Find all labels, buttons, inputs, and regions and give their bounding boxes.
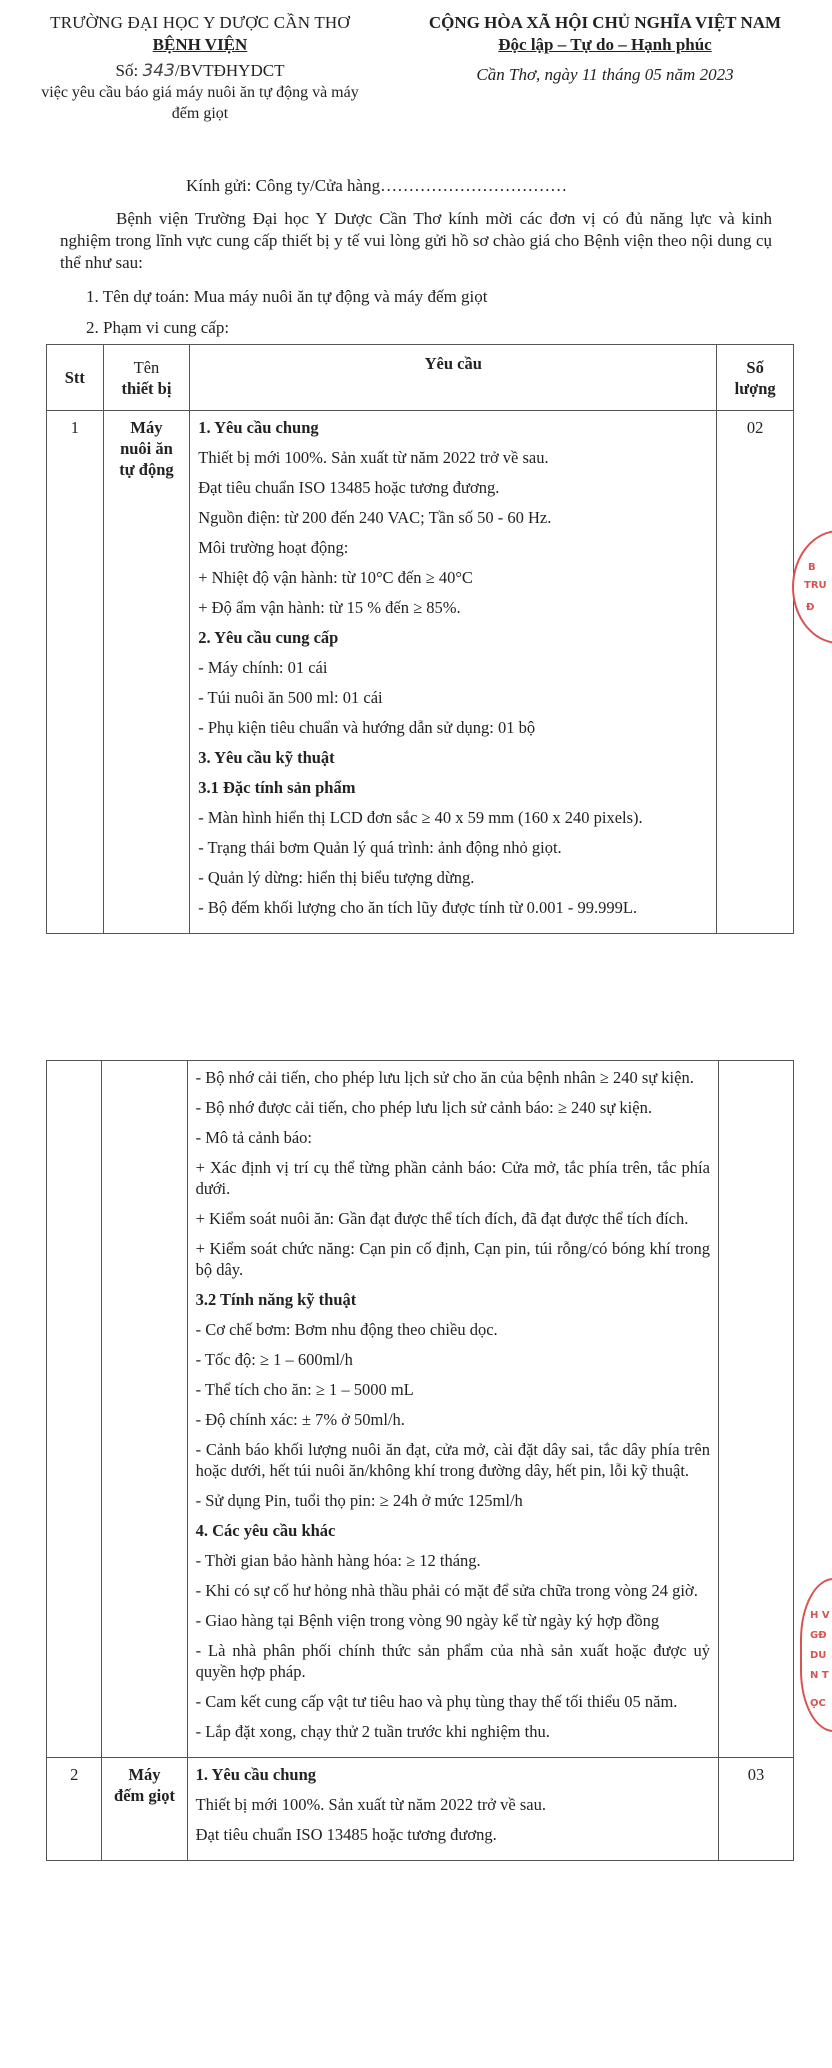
requirement-line: - Quản lý dừng: hiển thị biểu tượng dừng. [198, 868, 475, 887]
row1-name-line-2: nuôi ăn [120, 439, 173, 458]
school-name: TRƯỜNG ĐẠI HỌC Y DƯỢC CẦN THƠ [50, 13, 350, 32]
requirement-line: - Bộ nhớ được cải tiến, cho phép lưu lịch sử cảnh báo: ≥ 240 sự kiện. [195, 1098, 652, 1117]
reference-number [0, 60, 400, 82]
requirement-line: + Kiểm soát chức năng: Cạn pin cố định, Cạn pin, túi rỗng/có bóng khí trong bộ dây. [195, 1239, 710, 1279]
republic-title: CỘNG HÒA XÃ HỘI CHỦ NGHĨA VIỆT NAM [428, 13, 782, 32]
subject-line-1: việc yêu cầu báo giá máy nuôi ăn tự động và máy [41, 84, 359, 101]
list-item-scope: 2. Phạm vi cung cấp: [86, 318, 230, 337]
header-qty-line-2: lượng [734, 378, 776, 398]
document-date: Cần Thơ, ngày 11 tháng 05 năm 2023 [476, 65, 734, 84]
header-device-name [103, 345, 190, 411]
table-row [47, 411, 794, 934]
requirement-line: - Thể tích cho ăn: ≥ 1 – 5000 mL [195, 1380, 414, 1399]
requirement-line: Thiết bị mới 100%. Sản xuất từ năm 2022 trở về sau. [195, 1795, 546, 1814]
hospital-seal-stamp: B TRU Đ [792, 530, 832, 644]
requirement-heading: 4. Các yêu cầu khác [195, 1521, 336, 1540]
row2-name-line-1: Máy [128, 1765, 161, 1784]
requirement-heading: 3.1 Đặc tính sản phẩm [198, 778, 356, 797]
requirement-line: - Giao hàng tại Bệnh viện trong vòng 90 ngày kể từ ngày ký hợp đồng [195, 1611, 660, 1630]
requirement-line: Đạt tiêu chuẩn ISO 13485 hoặc tương đương. [198, 478, 500, 497]
header-left [0, 12, 400, 124]
spec-table-part-1 [46, 344, 794, 934]
requirement-line: - Túi nuôi ăn 500 ml: 01 cái [198, 688, 383, 707]
intro-paragraph: Bệnh viện Trường Đại học Y Dược Cần Thơ kính mời các đơn vị có đủ năng lực và kinh nghiệm trong lĩnh vực cung cấp thiết bị y tế vui lòng gửi hồ sơ chào giá cho Bệnh viện theo nội dung cụ thể như sau: [60, 209, 772, 272]
requirement-line: - Độ chính xác: ± 7% ở 50ml/h. [195, 1410, 405, 1429]
requirement-line: + Kiểm soát nuôi ăn: Gần đạt được thể tích đích, đã đạt được thể tích đích. [195, 1209, 689, 1228]
requirement-line: - Lắp đặt xong, chạy thử 2 tuần trước khi nghiệm thu. [195, 1722, 550, 1741]
requirement-line: Nguồn điện: từ 200 đến 240 VAC; Tần số 50 - 60 Hz. [198, 508, 552, 527]
spec-table-part-2 [46, 1060, 794, 1861]
row1-name-line-3: tự động [119, 460, 174, 479]
page-seal-stamp: H V GĐ DU N T ỌC [800, 1578, 832, 1732]
row2-requirements [187, 1758, 718, 1861]
requirement-line: Thiết bị mới 100%. Sản xuất từ năm 2022 trở về sau. [198, 448, 549, 467]
header-qty-line-1: Số [746, 357, 764, 377]
requirement-line: - Là nhà phân phối chính thức sản phẩm của nhà sản xuất hoặc được uỷ quyền hợp pháp. [195, 1641, 710, 1681]
requirement-line: + Độ ẩm vận hành: từ 15 % đến ≥ 85%. [198, 598, 461, 617]
requirement-line: - Khi có sự cố hư hỏng nhà thầu phải có mặt để sửa chữa trong vòng 24 giờ. [195, 1581, 698, 1600]
requirement-line: - Cảnh báo khối lượng nuôi ăn đạt, cửa mở, cài đặt dây sai, tắc dây phía trên hoặc dưới, hết túi nuôi ăn/không khí trong đường dây, hết pin, lỗi kỹ thuật. [195, 1440, 710, 1480]
row2-device-name [102, 1758, 187, 1861]
national-motto: Độc lập – Tự do – Hạnh phúc [498, 35, 712, 54]
requirement-heading: 3.2 Tính năng kỹ thuật [195, 1290, 357, 1309]
row1-stt-continued [47, 1061, 102, 1758]
ref-prefix: Số: [115, 61, 139, 80]
requirement-line: - Bộ nhớ cải tiến, cho phép lưu lịch sử cho ăn của bệnh nhân ≥ 240 sự kiện. [195, 1068, 694, 1087]
requirement-line: + Xác định vị trí cụ thể từng phần cảnh báo: Cửa mở, tắc phía trên, tắc phía dưới. [195, 1158, 710, 1198]
list-item-estimate-name: 1. Tên dự toán: Mua máy nuôi ăn tự động và máy đếm giọt [86, 287, 488, 306]
requirement-line: - Cam kết cung cấp vật tư tiêu hao và phụ tùng thay thế tối thiểu 05 năm. [195, 1692, 678, 1711]
requirement-line: - Phụ kiện tiêu chuẩn và hướng dẫn sử dụng: 01 bộ [198, 718, 536, 737]
requirement-line: - Thời gian bảo hành hàng hóa: ≥ 12 tháng. [195, 1551, 481, 1570]
header-right [380, 12, 830, 86]
table-row [47, 1758, 794, 1861]
requirement-line: Môi trường hoạt động: [198, 538, 349, 557]
requirement-line: - Màn hình hiển thị LCD đơn sắc ≥ 40 x 59 mm (160 x 240 pixels). [198, 808, 643, 827]
row2-quantity: 03 [718, 1758, 793, 1861]
row1-qty-continued [718, 1061, 793, 1758]
ref-number-handwritten: 343 [142, 61, 175, 81]
requirement-line: - Máy chính: 01 cái [198, 658, 328, 677]
requirement-line: Đạt tiêu chuẩn ISO 13485 hoặc tương đương. [195, 1825, 497, 1844]
requirement-line: - Cơ chế bơm: Bơm nhu động theo chiều dọc. [195, 1320, 498, 1339]
header-quantity [717, 345, 794, 411]
requirement-line: - Sử dụng Pin, tuổi thọ pin: ≥ 24h ở mức 125ml/h [195, 1491, 523, 1510]
requirement-heading: 1. Yêu cầu chung [195, 1765, 317, 1784]
table-header-row [47, 345, 794, 411]
row1-name-line-1: Máy [130, 418, 163, 437]
requirement-line: - Trạng thái bơm Quản lý quá trình: ảnh động nhỏ giọt. [198, 838, 562, 857]
requirement-heading: 1. Yêu cầu chung [198, 418, 319, 437]
requirement-line: + Nhiệt độ vận hành: từ 10°C đến ≥ 40°C [198, 568, 473, 587]
row1-requirements-part-1 [190, 411, 717, 934]
subject-line-2: đếm giọt [171, 105, 229, 122]
header-stt: Stt [47, 345, 104, 411]
greeting: Kính gửi: Công ty/Cửa hàng…………………………… [186, 176, 568, 195]
ref-suffix: /BVTĐHYDCT [174, 61, 285, 80]
requirement-heading: 3. Yêu cầu kỹ thuật [198, 748, 335, 767]
row2-stt: 2 [47, 1758, 102, 1861]
requirement-heading: 2. Yêu cầu cung cấp [198, 628, 339, 647]
header-requirements: Yêu cầu [190, 345, 717, 411]
row1-quantity: 02 [717, 411, 794, 934]
requirement-line: - Bộ đếm khối lượng cho ăn tích lũy được tính từ 0.001 - 99.999L. [198, 898, 638, 917]
requirement-line: - Mô tả cảnh báo: [195, 1128, 312, 1147]
row1-device-name [103, 411, 190, 934]
row2-name-line-2: đếm giọt [114, 1786, 175, 1805]
table-row [47, 1061, 794, 1758]
header-name-line-2: thiết bị [121, 378, 172, 398]
hospital-name: BỆNH VIỆN [152, 35, 248, 54]
row1-requirements-part-2 [187, 1061, 718, 1758]
row1-stt: 1 [47, 411, 104, 934]
row1-name-continued [102, 1061, 187, 1758]
requirement-line: - Tốc độ: ≥ 1 – 600ml/h [195, 1350, 353, 1369]
header-name-line-1: Tên [133, 357, 160, 377]
